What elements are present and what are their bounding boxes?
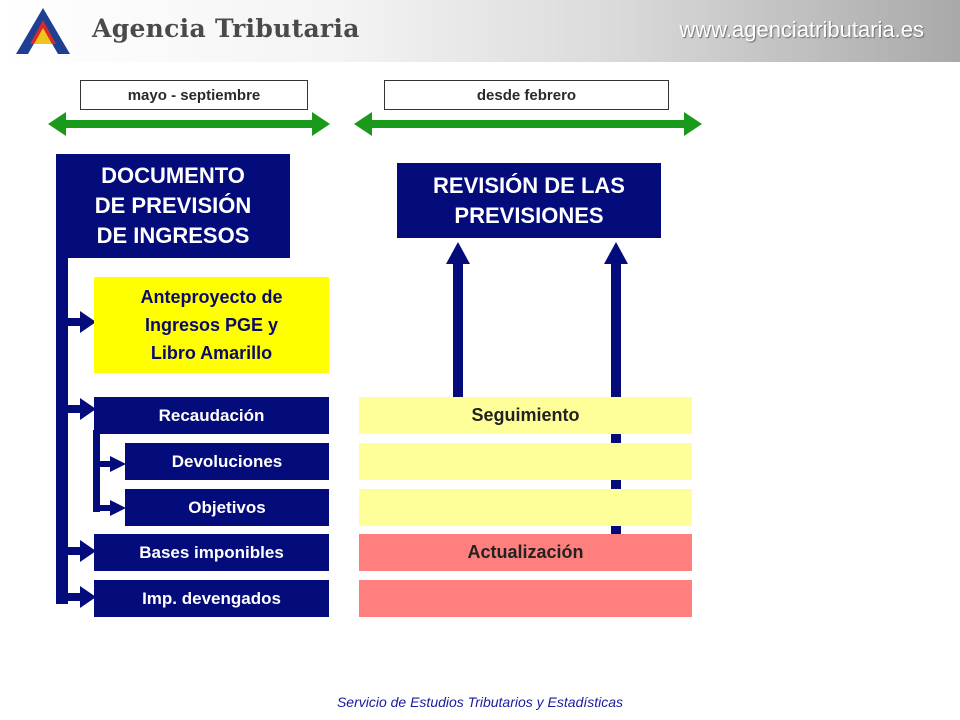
website-url: www.agenciatributaria.es bbox=[679, 17, 924, 42]
green-double-arrow-right bbox=[354, 112, 702, 136]
seguimiento-label: Seguimiento bbox=[471, 405, 580, 425]
seguimiento-band-row-3 bbox=[359, 489, 692, 526]
brand-name: Agencia Tributaria bbox=[92, 14, 360, 43]
period-right: desde febrero bbox=[384, 80, 669, 110]
seguimiento-band bbox=[359, 397, 692, 434]
green-double-arrow-left bbox=[48, 112, 330, 136]
header-bar bbox=[0, 0, 960, 62]
sub-tree-connector bbox=[93, 430, 126, 516]
recaudacion-box: Recaudación bbox=[94, 397, 329, 434]
imp-devengados-box: Imp. devengados bbox=[94, 580, 329, 617]
bases-imponibles-box: Bases imponibles bbox=[94, 534, 329, 571]
actualizacion-label: Actualización bbox=[467, 542, 584, 562]
objetivos-box: Objetivos bbox=[125, 489, 329, 526]
seguimiento-band-row-2 bbox=[359, 443, 692, 480]
period-left: mayo - septiembre bbox=[80, 80, 308, 110]
actualizacion-band bbox=[359, 534, 692, 571]
documento-prevision-box: DOCUMENTO DE PREVISIÓN DE INGRESOS bbox=[56, 154, 290, 258]
actualizacion-band-row-2 bbox=[359, 580, 692, 617]
left-tree-connector bbox=[56, 256, 96, 608]
footer-credit: Servicio de Estudios Tributarios y Estadísticas bbox=[336, 694, 624, 710]
revision-previsiones-box: REVISIÓN DE LAS PREVISIONES bbox=[397, 163, 661, 238]
agencia-tributaria-logo-icon bbox=[12, 6, 74, 56]
up-arrow-seguimiento bbox=[446, 242, 470, 397]
devoluciones-box: Devoluciones bbox=[125, 443, 329, 480]
anteproyecto-box: Anteproyecto de Ingresos PGE y Libro Amarillo bbox=[94, 277, 329, 373]
